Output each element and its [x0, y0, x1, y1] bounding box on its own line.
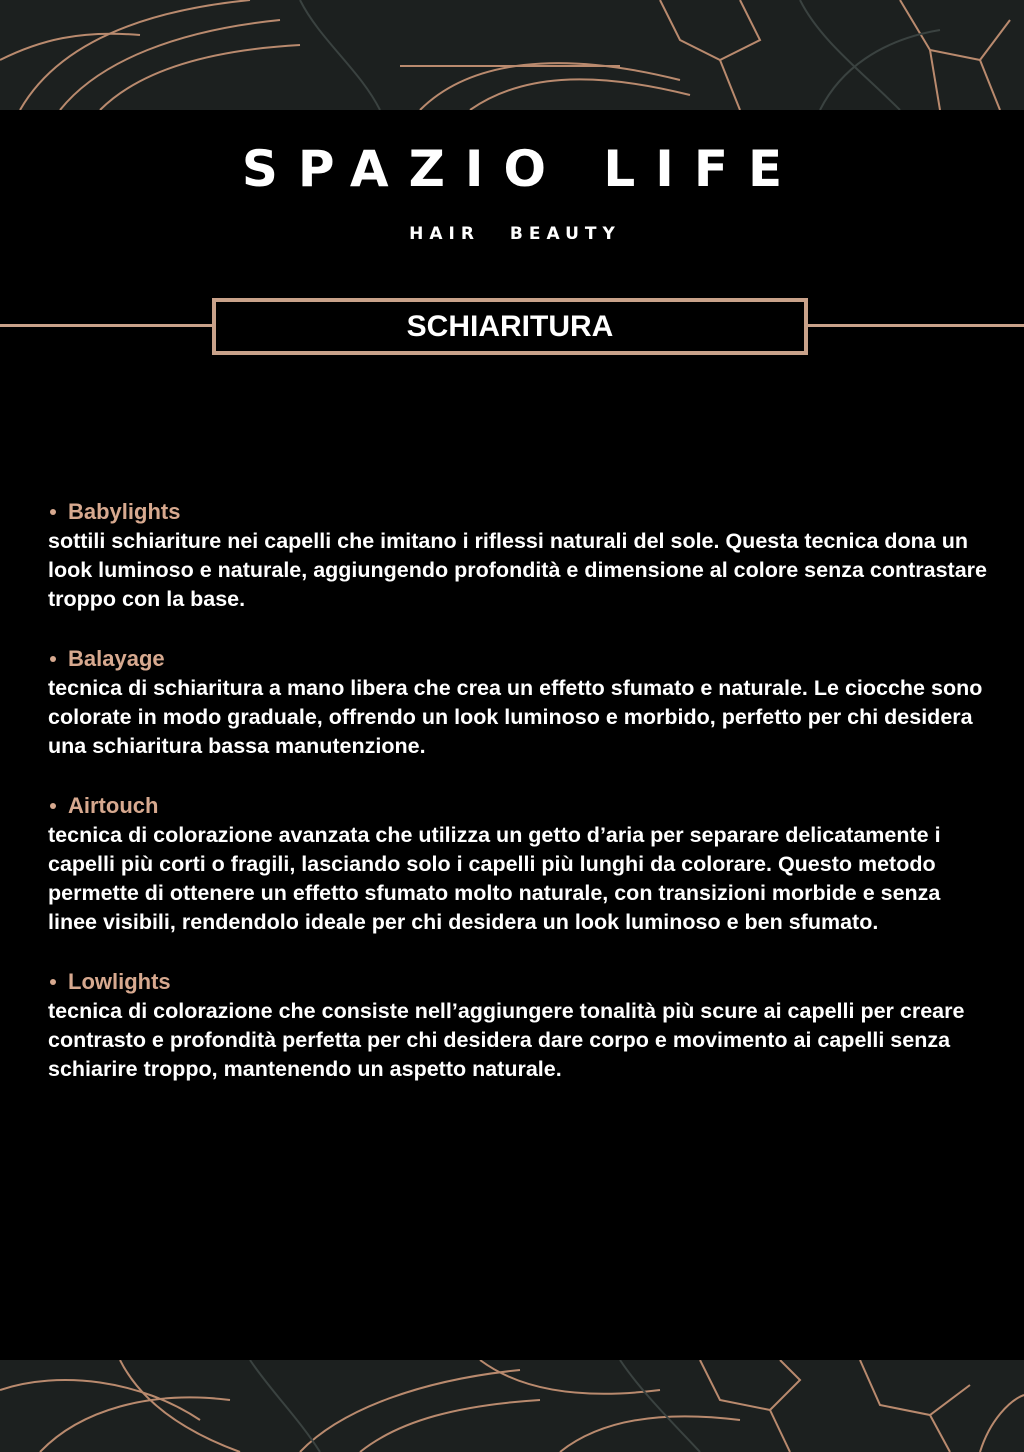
- service-title-text: Balayage: [68, 646, 165, 671]
- service-title-text: Airtouch: [68, 793, 159, 818]
- service-title-text: Babylights: [68, 499, 181, 524]
- service-item-babylights: [48, 497, 988, 614]
- section-title: SCHIARITURA: [406, 309, 614, 343]
- decorative-header-band: [0, 0, 1024, 110]
- service-title: [48, 497, 988, 527]
- service-title: [48, 967, 988, 997]
- service-title: [48, 791, 988, 821]
- brand-name: SPAZIO LIFE: [241, 140, 803, 198]
- divider-left: [0, 324, 213, 327]
- bullet-icon: [50, 803, 56, 809]
- gold-leaf-pattern-icon: [0, 1360, 1024, 1452]
- bullet-icon: [50, 656, 56, 662]
- divider-right: [807, 324, 1024, 327]
- gold-leaf-pattern-icon: [0, 0, 1024, 110]
- service-description: tecnica di colorazione che consiste nell’aggiungere tonalità più scure ai capelli per creare contrasto e profondità perfetta per chi desidera dare corpo e movimento ai capelli senza schiarire troppo, mantenendo un aspetto naturale.: [48, 999, 965, 1081]
- service-description: tecnica di schiaritura a mano libera che crea un effetto sfumato e naturale. Le ciocche sono colorate in modo graduale, offrendo un look luminoso e morbido, perfetto per chi desidera una schiaritura bassa manutenzione.: [48, 676, 983, 758]
- decorative-footer-band: [0, 1360, 1024, 1452]
- service-description: sottili schiariture nei capelli che imitano i riflessi naturali del sole. Questa tecnica dona un look luminoso e naturale, aggiungendo profondità e dimensione al colore senza contrastare troppo con la base.: [48, 529, 987, 611]
- service-item-lowlights: [48, 967, 988, 1084]
- services-list: [48, 497, 988, 1114]
- bullet-icon: [50, 979, 56, 985]
- service-item-airtouch: [48, 791, 988, 937]
- service-title-text: Lowlights: [68, 969, 171, 994]
- brand-tagline: HAIR BEAUTY: [409, 224, 621, 244]
- service-description: tecnica di colorazione avanzata che utilizza un getto d’aria per separare delicatamente i capelli più corti o fragili, lasciando solo i capelli più lunghi da colorare. Questo metodo permette di ottenere un effetto sfumato molto naturale, con transizioni morbide e senza linee visibili, rendendolo ideale per chi desidera un look luminoso e ben sfumato.: [48, 823, 941, 934]
- section-header: [212, 298, 808, 355]
- service-title: [48, 644, 988, 674]
- bullet-icon: [50, 509, 56, 515]
- service-item-balayage: [48, 644, 988, 761]
